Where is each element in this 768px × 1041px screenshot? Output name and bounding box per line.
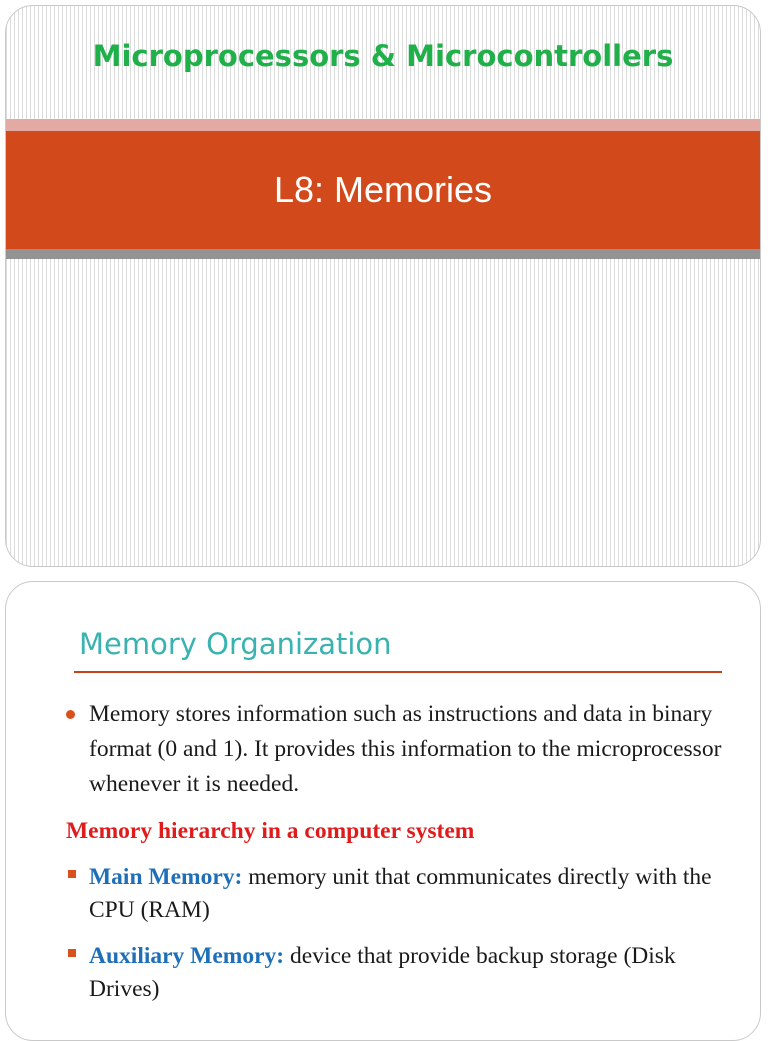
course-title: Microprocessors & Microcontrollers <box>92 39 674 73</box>
square-bullet-icon <box>68 949 76 957</box>
divider-band <box>6 249 760 259</box>
title-underline <box>74 671 722 673</box>
square-bullet-icon <box>68 870 76 878</box>
lecture-title: L8: Memories <box>273 169 493 210</box>
list-item <box>89 697 729 802</box>
subheading: Memory hierarchy in a computer system <box>66 818 475 844</box>
term-description: memory unit that communicates directly with the CPU (RAM) <box>89 864 712 923</box>
bullet-text: Memory stores information such as instructions and data in binary format (0 and 1). It provides this information to the microprocessor whenever it is needed. <box>89 701 722 797</box>
title-band <box>6 131 760 249</box>
list-item <box>89 861 729 927</box>
bullet-dot-icon <box>66 710 75 719</box>
content-slide <box>5 581 761 1041</box>
title-slide <box>5 5 761 567</box>
term-auxiliary-memory: Auxiliary Memory: <box>89 943 285 969</box>
list-item <box>89 940 729 1006</box>
term-description: device that provide backup storage (Disk Drives) <box>89 943 676 1002</box>
term-main-memory: Main Memory: <box>89 864 243 890</box>
section-title: Memory Organization <box>79 627 392 661</box>
accent-band <box>6 119 760 131</box>
